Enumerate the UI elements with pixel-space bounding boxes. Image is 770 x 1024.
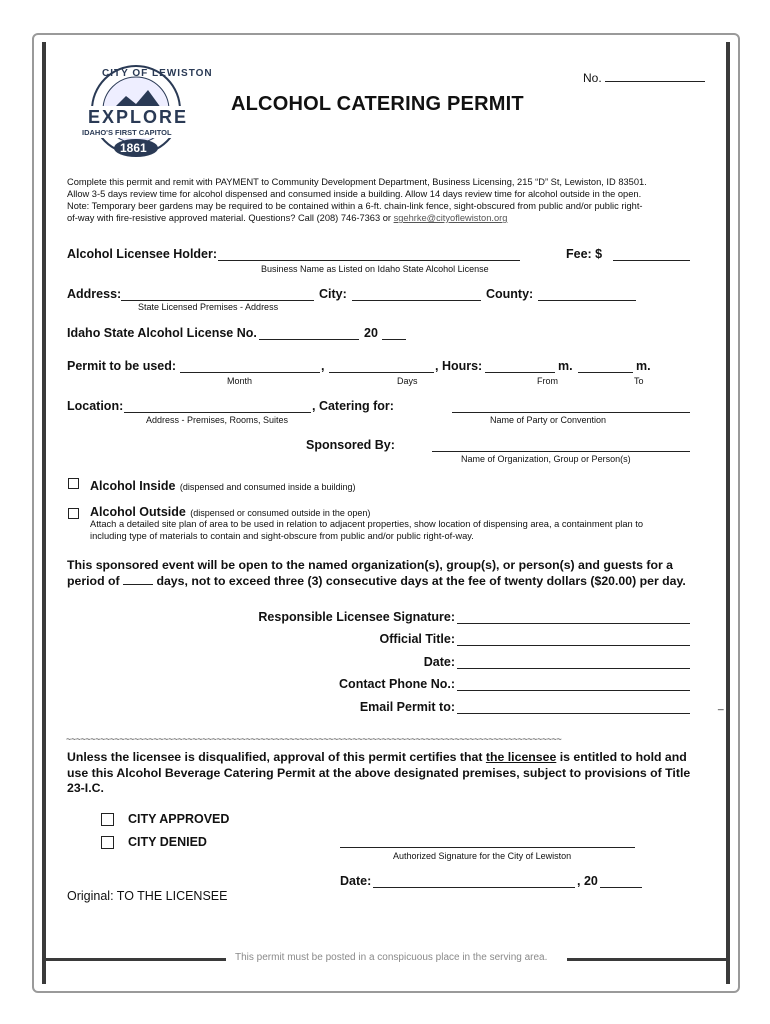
license-no-input[interactable] xyxy=(259,328,359,340)
days-input[interactable] xyxy=(329,361,434,373)
alcohol-inside-note: (dispensed and consumed inside a building) xyxy=(179,482,356,492)
outside-desc-line: Attach a detailed site plan of area to be used in relation to adjacent properties, show location of dispensing area, a containment plan to xyxy=(90,519,644,529)
city-label: City: xyxy=(319,287,347,301)
hours-from-input[interactable] xyxy=(485,361,555,373)
location-input[interactable] xyxy=(124,401,311,413)
city-denied-label: CITY DENIED xyxy=(128,835,207,849)
hours-label: , Hours: xyxy=(435,359,483,373)
permit-number-label: No. xyxy=(583,71,602,85)
outside-desc-line: including type of materials to contain and sight-obscure from public and/or public right-of-way. xyxy=(90,531,474,541)
email-permit-input[interactable] xyxy=(457,702,690,714)
sponsored-by-input[interactable] xyxy=(432,440,690,452)
days-hint: Days xyxy=(397,376,418,386)
contact-phone-label: Contact Phone No.: xyxy=(339,677,455,691)
logo-sub-text: IDAHO'S FIRST CAPITOL xyxy=(82,128,172,137)
license-year-input[interactable] xyxy=(382,328,406,340)
notice-line: use this Alcohol Beverage Catering Permit at the above designated premises, subject to provisions of Title xyxy=(67,765,691,780)
logo-main-text: EXPLORE xyxy=(88,107,189,127)
statement-line: This sponsored event will be open to the named organization(s), group(s), or person(s) and guests for a xyxy=(67,558,674,572)
sponsor-hint: Name of Organization, Group or Person(s) xyxy=(461,454,631,464)
notice-line: 23-I.C. xyxy=(67,781,104,795)
location-hint: Address - Premises, Rooms, Suites xyxy=(146,415,289,425)
sponsor-statement xyxy=(67,557,686,589)
from-hint: From xyxy=(537,376,558,386)
statement-line: period of days, not to exceed three (3) consecutive days at the fee of twenty dollars ($20.00) per day. xyxy=(67,574,686,588)
fee-input[interactable] xyxy=(613,249,690,261)
catering-for-input[interactable] xyxy=(452,401,690,413)
city-denied-checkbox[interactable] xyxy=(101,836,114,849)
license-no-label: Idaho State Alcohol License No. xyxy=(67,326,257,340)
tilde-separator: ~~~~~~~~~~~~~~~~~~~~~~~~~~~~~~~~~~~~~~~~~~~~~~~~~~~~~~~~~~~~~~~~~~~~~~~~~~~~~~~~~~~~~~~~~~~~~~~~~~~~~~ xyxy=(66,734,562,744)
official-title-input[interactable] xyxy=(457,634,690,646)
footer-rule-left xyxy=(46,958,226,961)
city-approved-label: CITY APPROVED xyxy=(128,812,230,826)
instructions xyxy=(67,176,647,224)
address-input[interactable] xyxy=(121,289,314,301)
email-link[interactable]: sgehrke@cityoflewiston.org xyxy=(393,213,508,223)
footer-note: This permit must be posted in a conspicuous place in the serving area. xyxy=(235,952,548,963)
comma: , xyxy=(321,359,325,373)
month-hint: Month xyxy=(227,376,253,386)
page-title: ALCOHOL CATERING PERMIT xyxy=(231,93,524,115)
county-label: County: xyxy=(486,287,534,301)
logo-ring-text: CITY OF LEWISTON xyxy=(102,68,213,79)
catering-for-label: , Catering for: xyxy=(312,399,394,413)
notice-line: Unless the licensee is disqualified, approval of this permit certifies that the licensee is entitled to hold and xyxy=(67,750,687,764)
hours-to-input[interactable] xyxy=(578,361,633,373)
county-input[interactable] xyxy=(538,289,636,301)
official-title-label: Official Title: xyxy=(379,632,455,646)
approval-year-label: , 20 xyxy=(577,874,598,888)
address-label: Address: xyxy=(67,287,122,301)
dash-mark: _ xyxy=(718,700,724,711)
approval-date-input[interactable] xyxy=(373,876,575,888)
licensee-holder-input[interactable] xyxy=(218,249,520,261)
footer-rule-right xyxy=(567,958,726,961)
responsible-signature-input[interactable] xyxy=(457,612,690,624)
month-input[interactable] xyxy=(180,361,320,373)
instruction-line: Note: Temporary beer gardens may be required to be contained within a 6-ft. chain-link fence, sight-obscured from public and/or public right- xyxy=(67,201,643,211)
authorized-signature-hint: Authorized Signature for the City of Lewiston xyxy=(393,851,572,861)
period-days-input[interactable] xyxy=(123,573,153,585)
party-hint: Name of Party or Convention xyxy=(490,415,607,425)
authorized-signature-input[interactable] xyxy=(340,836,635,848)
alcohol-outside-label: Alcohol Outside xyxy=(90,505,186,519)
alcohol-outside-checkbox[interactable] xyxy=(68,508,79,519)
original-note: Original: TO THE LICENSEE xyxy=(67,889,228,903)
city-logo xyxy=(80,62,213,158)
permit-number-field[interactable] xyxy=(583,70,705,85)
city-input[interactable] xyxy=(352,289,481,301)
to-hint: To xyxy=(634,376,644,386)
alcohol-outside-note: (dispensed or consumed outside in the open) xyxy=(190,508,371,518)
city-approved-checkbox[interactable] xyxy=(101,813,114,826)
signature-date-label: Date: xyxy=(423,655,455,669)
licensee-hint: Business Name as Listed on Idaho State Alcohol License xyxy=(261,264,489,274)
meridiem-from-label: m. xyxy=(558,359,573,373)
sponsored-by-label: Sponsored By: xyxy=(306,438,395,452)
email-permit-label: Email Permit to: xyxy=(359,700,455,714)
approval-year-input[interactable] xyxy=(600,876,642,888)
outside-description xyxy=(90,518,643,542)
permit-used-label: Permit to be used: xyxy=(67,359,177,373)
license-year-label: 20 xyxy=(364,326,378,340)
alcohol-inside-checkbox[interactable] xyxy=(68,478,79,489)
alcohol-inside-label: Alcohol Inside xyxy=(90,479,176,493)
location-label: Location: xyxy=(67,399,124,413)
instruction-line: Complete this permit and remit with PAYMENT to Community Development Department, Business Licensing, 215 “D” St, Lewiston, ID 83501. xyxy=(67,177,647,187)
address-hint: State Licensed Premises - Address xyxy=(138,302,279,312)
instruction-line: Allow 3-5 days review time for alcohol dispensed and consumed inside a building. Allow 14 days review time for alcohol outside in the open. xyxy=(67,189,642,199)
responsible-signature-label: Responsible Licensee Signature: xyxy=(258,610,455,624)
approval-date-label: Date: xyxy=(340,874,372,888)
disqualify-notice xyxy=(67,750,690,797)
contact-phone-input[interactable] xyxy=(457,679,690,691)
licensee-holder-label: Alcohol Licensee Holder: xyxy=(67,247,218,261)
alcohol-inside-option xyxy=(90,477,356,495)
logo-year-text: 1861 xyxy=(120,141,147,155)
meridiem-to-label: m. xyxy=(636,359,651,373)
signature-date-input[interactable] xyxy=(457,657,690,669)
fee-label: Fee: $ xyxy=(566,247,603,261)
instruction-line: of-way with fire-resistive approved material. Questions? Call (208) 746-7363 or sgehrke@cityoflewiston.org xyxy=(67,213,508,223)
